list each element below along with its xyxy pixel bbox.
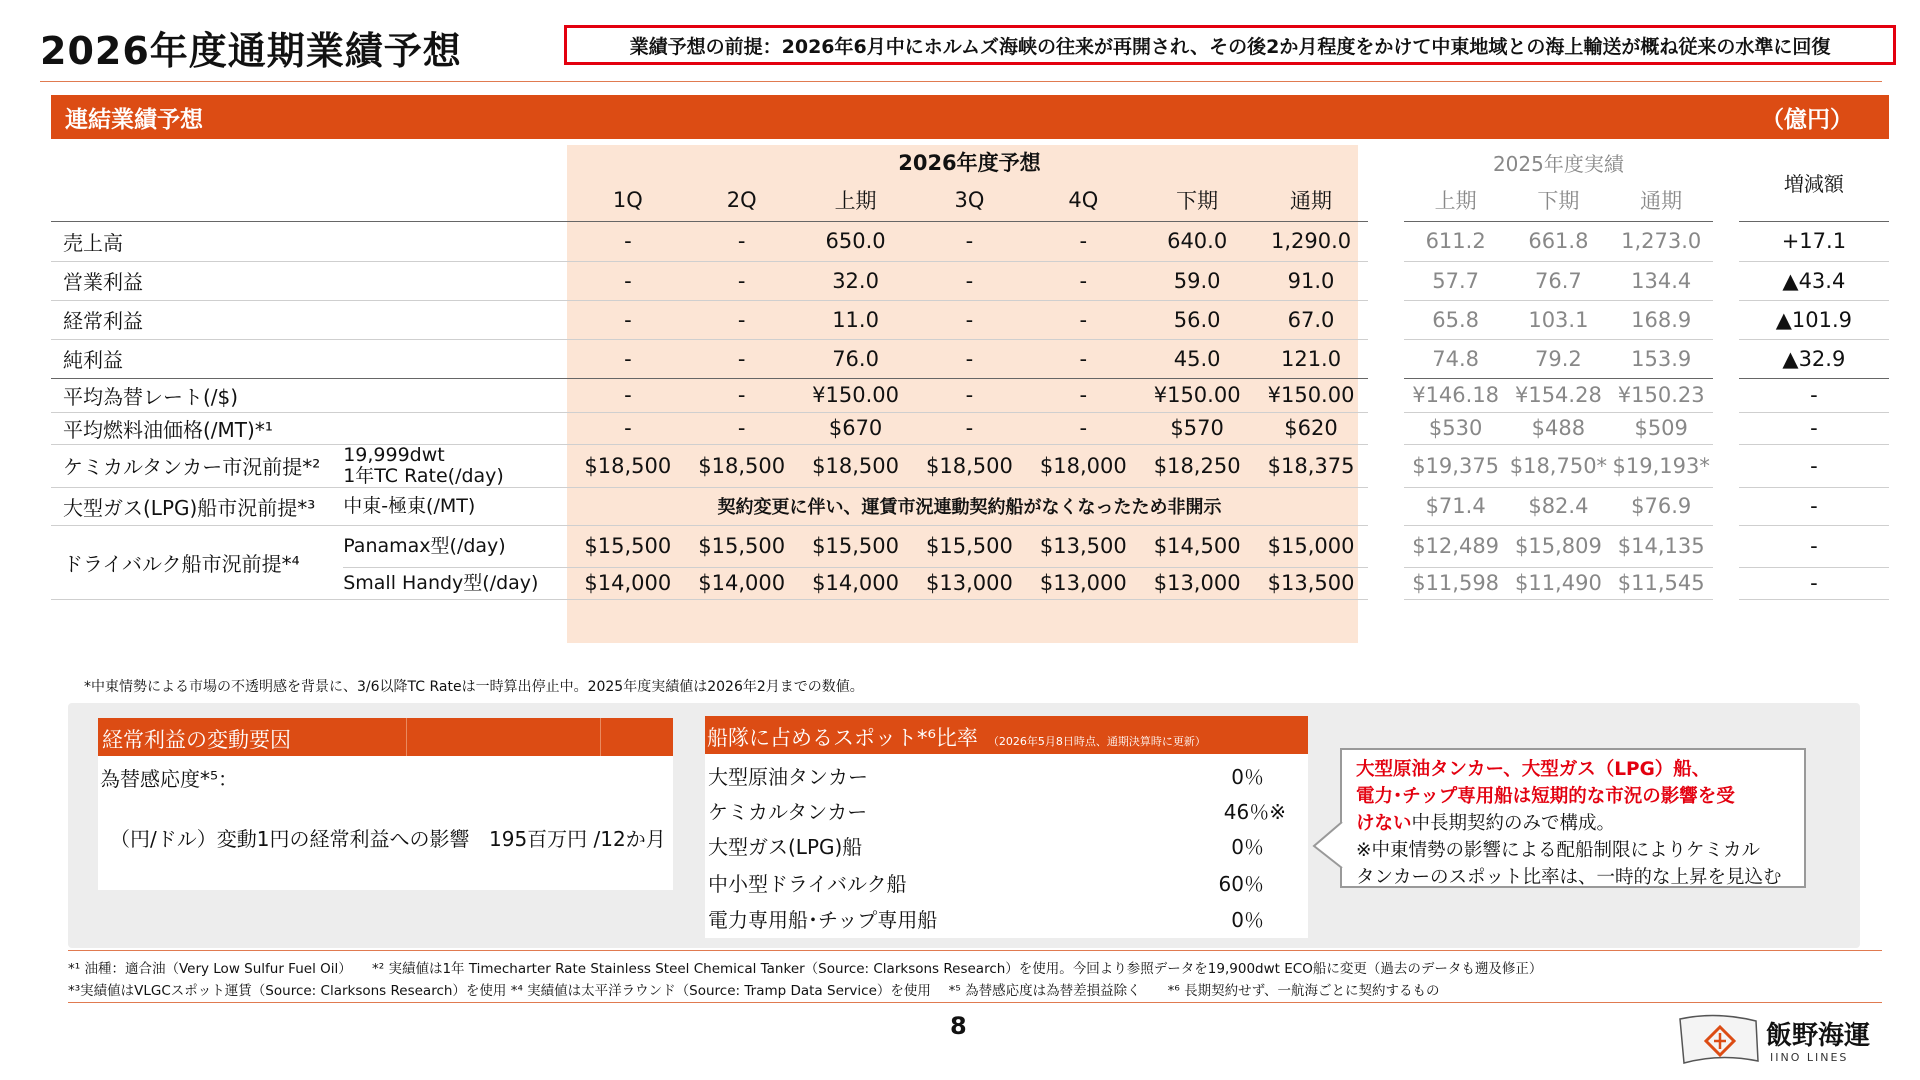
spot-ratio-header bbox=[705, 716, 1308, 754]
forecast-cell: $18,375 bbox=[1254, 444, 1368, 487]
forecast-cell: $15,000 bbox=[1254, 525, 1368, 567]
forecast-cell: - bbox=[1026, 378, 1140, 412]
spot-ship-type: 電力専用船･チップ専用船 bbox=[708, 908, 938, 932]
table-row bbox=[51, 412, 1889, 444]
spot-row bbox=[708, 868, 1286, 897]
forecast-cell: $14,500 bbox=[1140, 525, 1254, 567]
col-header: 2Q bbox=[685, 179, 799, 221]
callout-line: 中長期契約のみで構成。 bbox=[1411, 813, 1616, 834]
row-sublabel: Small Handy型(/day) bbox=[343, 567, 571, 599]
spacer-cell bbox=[1368, 378, 1404, 412]
table-row bbox=[51, 487, 1889, 525]
forecast-cell: - bbox=[685, 412, 799, 444]
forecast-group-header: 2026年度予想 bbox=[898, 151, 1041, 175]
header-divider bbox=[406, 718, 407, 756]
forecast-cell: - bbox=[1026, 412, 1140, 444]
col-header: 4Q bbox=[1026, 179, 1140, 221]
spacer-cell bbox=[1713, 525, 1739, 567]
prev-cell: 1,273.0 bbox=[1610, 221, 1713, 261]
spacer-cell bbox=[1713, 221, 1739, 261]
forecast-cell: - bbox=[913, 221, 1027, 261]
spot-row bbox=[708, 796, 1286, 825]
forecast-cell: 56.0 bbox=[1140, 300, 1254, 339]
forecast-cell: $570 bbox=[1140, 412, 1254, 444]
spacer-cell bbox=[1368, 261, 1404, 300]
forecast-cell: 91.0 bbox=[1254, 261, 1368, 300]
col-header: 下期 bbox=[1140, 179, 1254, 221]
table-row bbox=[51, 339, 1889, 378]
logo-text-en: IINO LINES bbox=[1770, 1051, 1849, 1064]
section-header bbox=[51, 95, 1889, 139]
change-cell: - bbox=[1739, 378, 1889, 412]
prev-cell: 65.8 bbox=[1404, 300, 1507, 339]
spot-ratio-value: 0％ bbox=[1231, 908, 1264, 932]
change-cell: ▲101.9 bbox=[1739, 300, 1889, 339]
spot-ratio-value: 0％ bbox=[1231, 765, 1264, 789]
change-cell: - bbox=[1739, 567, 1889, 599]
prev-cell: $71.4 bbox=[1404, 487, 1507, 525]
footnotes bbox=[68, 958, 1542, 1002]
page-title: 2026年度通期業績予想 bbox=[40, 29, 462, 73]
col-header: 1Q bbox=[571, 179, 685, 221]
forecast-cell: 45.0 bbox=[1140, 339, 1254, 378]
prev-cell: $19,193* bbox=[1610, 444, 1713, 487]
table-row bbox=[51, 444, 1889, 487]
row-label: 大型ガス(LPG)船市況前提*³ bbox=[51, 487, 343, 525]
fx-sensitivity-label: 為替感応度*⁵： bbox=[100, 767, 239, 791]
prev-cell: $11,490 bbox=[1507, 567, 1610, 599]
header-divider bbox=[600, 718, 601, 756]
spacer-cell bbox=[1713, 412, 1739, 444]
col-header: 上期 bbox=[799, 179, 913, 221]
change-cell: - bbox=[1739, 444, 1889, 487]
sublabel-line: 19,999dwt bbox=[343, 444, 445, 466]
forecast-cell: - bbox=[571, 412, 685, 444]
footnote-line: *³実績値はVLGCスポット運賃（Source: Clarksons Research）を使用 *⁴ 実績値は太平洋ラウンド（Source: Tramp Data Service）を使用 *⁵ 為替感応度は為替差損益除く *⁶ 長期契約せず、一航海ごとに契約するもの bbox=[68, 983, 1440, 999]
spacer-cell bbox=[1713, 487, 1739, 525]
forecast-cell: $13,000 bbox=[913, 567, 1027, 599]
forecast-cell: - bbox=[1026, 339, 1140, 378]
forecast-cell: - bbox=[685, 300, 799, 339]
top-rule bbox=[40, 81, 1882, 82]
forecast-cell: $13,000 bbox=[1026, 567, 1140, 599]
spacer-cell bbox=[1368, 221, 1404, 261]
row-sublabel: 中東-極東(/MT) bbox=[343, 487, 571, 525]
change-cell: +17.1 bbox=[1739, 221, 1889, 261]
prev-cell: $11,545 bbox=[1610, 567, 1713, 599]
prev-cell: ¥154.28 bbox=[1507, 378, 1610, 412]
unit-label: （億円） bbox=[1761, 106, 1853, 133]
prev-cell: $12,489 bbox=[1404, 525, 1507, 567]
forecast-cell: 59.0 bbox=[1140, 261, 1254, 300]
prev-cell: $76.9 bbox=[1610, 487, 1713, 525]
row-label: 平均為替レート(/$) bbox=[51, 378, 571, 412]
forecast-cell: - bbox=[685, 261, 799, 300]
table-row bbox=[51, 261, 1889, 300]
prev-cell: 74.8 bbox=[1404, 339, 1507, 378]
change-cell: - bbox=[1739, 412, 1889, 444]
col-header: 下期 bbox=[1507, 179, 1610, 221]
col-header: 通期 bbox=[1610, 179, 1713, 221]
spot-row bbox=[708, 904, 1286, 933]
row-label: ドライバルク船市況前提*⁴ bbox=[51, 525, 343, 599]
spacer-cell bbox=[1368, 487, 1404, 525]
forecast-cell: $15,500 bbox=[685, 525, 799, 567]
prev-cell: 57.7 bbox=[1404, 261, 1507, 300]
forecast-cell: $14,000 bbox=[799, 567, 913, 599]
forecast-cell: $18,500 bbox=[571, 444, 685, 487]
prev-group-header: 2025年度実績 bbox=[1492, 151, 1624, 176]
forecast-cell: 32.0 bbox=[799, 261, 913, 300]
forecast-cell: 1,290.0 bbox=[1254, 221, 1368, 261]
change-cell: ▲32.9 bbox=[1739, 339, 1889, 378]
page-number: 8 bbox=[950, 1012, 967, 1040]
callout-box bbox=[1340, 748, 1806, 888]
callout-line: ※中東情勢の影響による配船制限によりケミカル bbox=[1356, 840, 1761, 861]
spacer-cell bbox=[1368, 444, 1404, 487]
prev-cell: $18,750* bbox=[1507, 444, 1610, 487]
spot-ship-type: 大型ガス(LPG)船 bbox=[708, 835, 863, 859]
forecast-cell: ¥150.00 bbox=[1140, 378, 1254, 412]
footnote-line: *¹ 油種：適合油（Very Low Sulfur Fuel Oil） *² 実績値は1年 Timecharter Rate Stainless Steel Chemical Tanker（Source: Clarksons Research）を使用。今回より参照データを19,900dwt ECO船に変更（過去のデータも遡及修正） bbox=[68, 961, 1543, 977]
table-row bbox=[51, 378, 1889, 412]
forecast-cell: 650.0 bbox=[799, 221, 913, 261]
spacer-cell bbox=[1368, 567, 1404, 599]
callout-line: 電力･チップ専用船は短期的な市況の影響を受 bbox=[1356, 786, 1735, 807]
row-label: 営業利益 bbox=[51, 261, 571, 300]
row-label: 純利益 bbox=[51, 339, 571, 378]
spacer-cell bbox=[1713, 339, 1739, 378]
callout-line: 大型原油タンカー、大型ガス（LPG）船、 bbox=[1356, 759, 1711, 780]
spot-ship-type: 大型原油タンカー bbox=[708, 765, 868, 789]
spot-ratio-value: 0％ bbox=[1231, 835, 1264, 859]
spot-row bbox=[708, 761, 1286, 790]
table-row bbox=[51, 221, 1889, 261]
forecast-cell: - bbox=[571, 339, 685, 378]
forecast-premise-box: 業績予想の前提：2026年6月中にホルムズ海峡の往来が再開され、その後2か月程度をかけて中東地域との海上輸送が概ね従来の水準に回復 bbox=[564, 25, 1896, 65]
forecast-cell: $15,500 bbox=[913, 525, 1027, 567]
prev-cell: 76.7 bbox=[1507, 261, 1610, 300]
spacer-cell bbox=[1368, 339, 1404, 378]
forecast-cell: ¥150.00 bbox=[799, 378, 913, 412]
forecast-cell: $14,000 bbox=[571, 567, 685, 599]
forecast-cell: 121.0 bbox=[1254, 339, 1368, 378]
forecast-cell: - bbox=[685, 339, 799, 378]
prev-cell: 153.9 bbox=[1610, 339, 1713, 378]
col-header: 上期 bbox=[1404, 179, 1507, 221]
callout-pointer bbox=[1312, 820, 1344, 870]
forecast-cell: - bbox=[913, 412, 1027, 444]
prev-cell: $14,135 bbox=[1610, 525, 1713, 567]
change-header: 増減額 bbox=[1783, 172, 1844, 197]
forecast-cell: $18,500 bbox=[685, 444, 799, 487]
prev-cell: 611.2 bbox=[1404, 221, 1507, 261]
forecast-cell: - bbox=[571, 221, 685, 261]
forecast-cell: - bbox=[571, 300, 685, 339]
forecast-cell: - bbox=[685, 378, 799, 412]
spacer-cell bbox=[1713, 261, 1739, 300]
factor-title: 経常利益の変動要因 bbox=[102, 728, 291, 752]
spot-ratio-value: 46％※ bbox=[1223, 800, 1286, 824]
forecast-cell: $18,500 bbox=[913, 444, 1027, 487]
table-row bbox=[51, 525, 1889, 567]
spacer-cell bbox=[1713, 567, 1739, 599]
fx-impact-value: 195百万円 /12か月 bbox=[489, 827, 666, 851]
spacer-cell bbox=[1368, 525, 1404, 567]
prev-cell: $488 bbox=[1507, 412, 1610, 444]
undisclosed-note: 契約変更に伴い、運賃市況連動契約船がなくなったため非開示 bbox=[571, 487, 1368, 525]
forecast-cell: - bbox=[1026, 221, 1140, 261]
company-logo bbox=[1676, 1013, 1876, 1069]
prev-cell: 79.2 bbox=[1507, 339, 1610, 378]
spacer-cell bbox=[1713, 444, 1739, 487]
forecast-cell: 11.0 bbox=[799, 300, 913, 339]
prev-cell: $19,375 bbox=[1404, 444, 1507, 487]
footnote-rule bbox=[68, 950, 1882, 951]
forecast-cell: - bbox=[685, 221, 799, 261]
prev-cell: ¥146.18 bbox=[1404, 378, 1507, 412]
row-sublabel: Panamax型(/day) bbox=[343, 525, 571, 567]
forecast-cell: - bbox=[913, 339, 1027, 378]
forecast-cell: $14,000 bbox=[685, 567, 799, 599]
col-header: 通期 bbox=[1254, 179, 1368, 221]
spot-title: 船隊に占めるスポット*⁶比率 bbox=[707, 726, 978, 750]
forecast-cell: 67.0 bbox=[1254, 300, 1368, 339]
forecast-cell: - bbox=[913, 300, 1027, 339]
forecast-cell: $15,500 bbox=[799, 525, 913, 567]
forecast-cell: $18,000 bbox=[1026, 444, 1140, 487]
prev-cell: ¥150.23 bbox=[1610, 378, 1713, 412]
change-cell: ▲43.4 bbox=[1739, 261, 1889, 300]
change-cell: - bbox=[1739, 487, 1889, 525]
prev-cell: $15,809 bbox=[1507, 525, 1610, 567]
prev-cell: $509 bbox=[1610, 412, 1713, 444]
section-title: 連結業績予想 bbox=[65, 106, 203, 133]
row-sublabel bbox=[343, 444, 571, 487]
forecast-cell: - bbox=[913, 378, 1027, 412]
factor-header bbox=[98, 718, 673, 756]
spot-ratio-value: 60％ bbox=[1218, 872, 1264, 896]
forecast-cell: $18,250 bbox=[1140, 444, 1254, 487]
row-label: 平均燃料油価格(/MT)*¹ bbox=[51, 412, 571, 444]
spot-ship-type: 中小型ドライバルク船 bbox=[708, 872, 907, 896]
spot-row bbox=[708, 831, 1286, 860]
forecast-cell: $670 bbox=[799, 412, 913, 444]
forecast-cell: 76.0 bbox=[799, 339, 913, 378]
row-label: ケミカルタンカー市況前提*² bbox=[51, 444, 343, 487]
callout-line: けない bbox=[1356, 813, 1412, 834]
prev-cell: 168.9 bbox=[1610, 300, 1713, 339]
spot-ship-type: ケミカルタンカー bbox=[708, 800, 868, 824]
forecast-table bbox=[51, 145, 1889, 600]
prev-cell: $530 bbox=[1404, 412, 1507, 444]
prev-cell: 661.8 bbox=[1507, 221, 1610, 261]
row-label: 経常利益 bbox=[51, 300, 571, 339]
forecast-cell: $13,500 bbox=[1026, 525, 1140, 567]
forecast-cell: $18,500 bbox=[799, 444, 913, 487]
prev-cell: $11,598 bbox=[1404, 567, 1507, 599]
bottom-rule bbox=[68, 1002, 1882, 1003]
sublabel-line: 1年TC Rate(/day) bbox=[343, 464, 504, 487]
callout-line: タンカーのスポット比率は、一時的な上昇を見込む bbox=[1356, 867, 1782, 888]
prev-cell: 134.4 bbox=[1610, 261, 1713, 300]
prev-cell: $82.4 bbox=[1507, 487, 1610, 525]
forecast-cell: - bbox=[913, 261, 1027, 300]
forecast-cell: 640.0 bbox=[1140, 221, 1254, 261]
forecast-cell: $13,500 bbox=[1254, 567, 1368, 599]
spacer-cell bbox=[1368, 300, 1404, 339]
table-row bbox=[51, 300, 1889, 339]
col-header: 3Q bbox=[913, 179, 1027, 221]
forecast-cell: - bbox=[571, 261, 685, 300]
forecast-cell: - bbox=[1026, 300, 1140, 339]
forecast-cell: $15,500 bbox=[571, 525, 685, 567]
spacer-cell bbox=[1713, 300, 1739, 339]
flag-icon bbox=[1676, 1013, 1762, 1067]
forecast-cell: $13,000 bbox=[1140, 567, 1254, 599]
spacer-cell bbox=[1368, 412, 1404, 444]
forecast-cell: - bbox=[571, 378, 685, 412]
logo-text-jp: 飯野海運 bbox=[1766, 1021, 1871, 1051]
row-label: 売上高 bbox=[51, 221, 571, 261]
market-note: *中東情勢による市場の不透明感を背景に、3/6以降TC Rateは一時算出停止中。2025年度実績値は2026年2月までの数値。 bbox=[84, 679, 864, 695]
fx-impact-label: （円/ドル）変動1円の経常利益への影響 bbox=[110, 827, 470, 851]
spot-subtitle: （2026年5月8日時点、通期決算時に更新） bbox=[987, 735, 1206, 748]
change-cell: - bbox=[1739, 525, 1889, 567]
forecast-cell: $620 bbox=[1254, 412, 1368, 444]
forecast-cell: - bbox=[1026, 261, 1140, 300]
forecast-cell: ¥150.00 bbox=[1254, 378, 1368, 412]
spacer-cell bbox=[1713, 378, 1739, 412]
prev-cell: 103.1 bbox=[1507, 300, 1610, 339]
